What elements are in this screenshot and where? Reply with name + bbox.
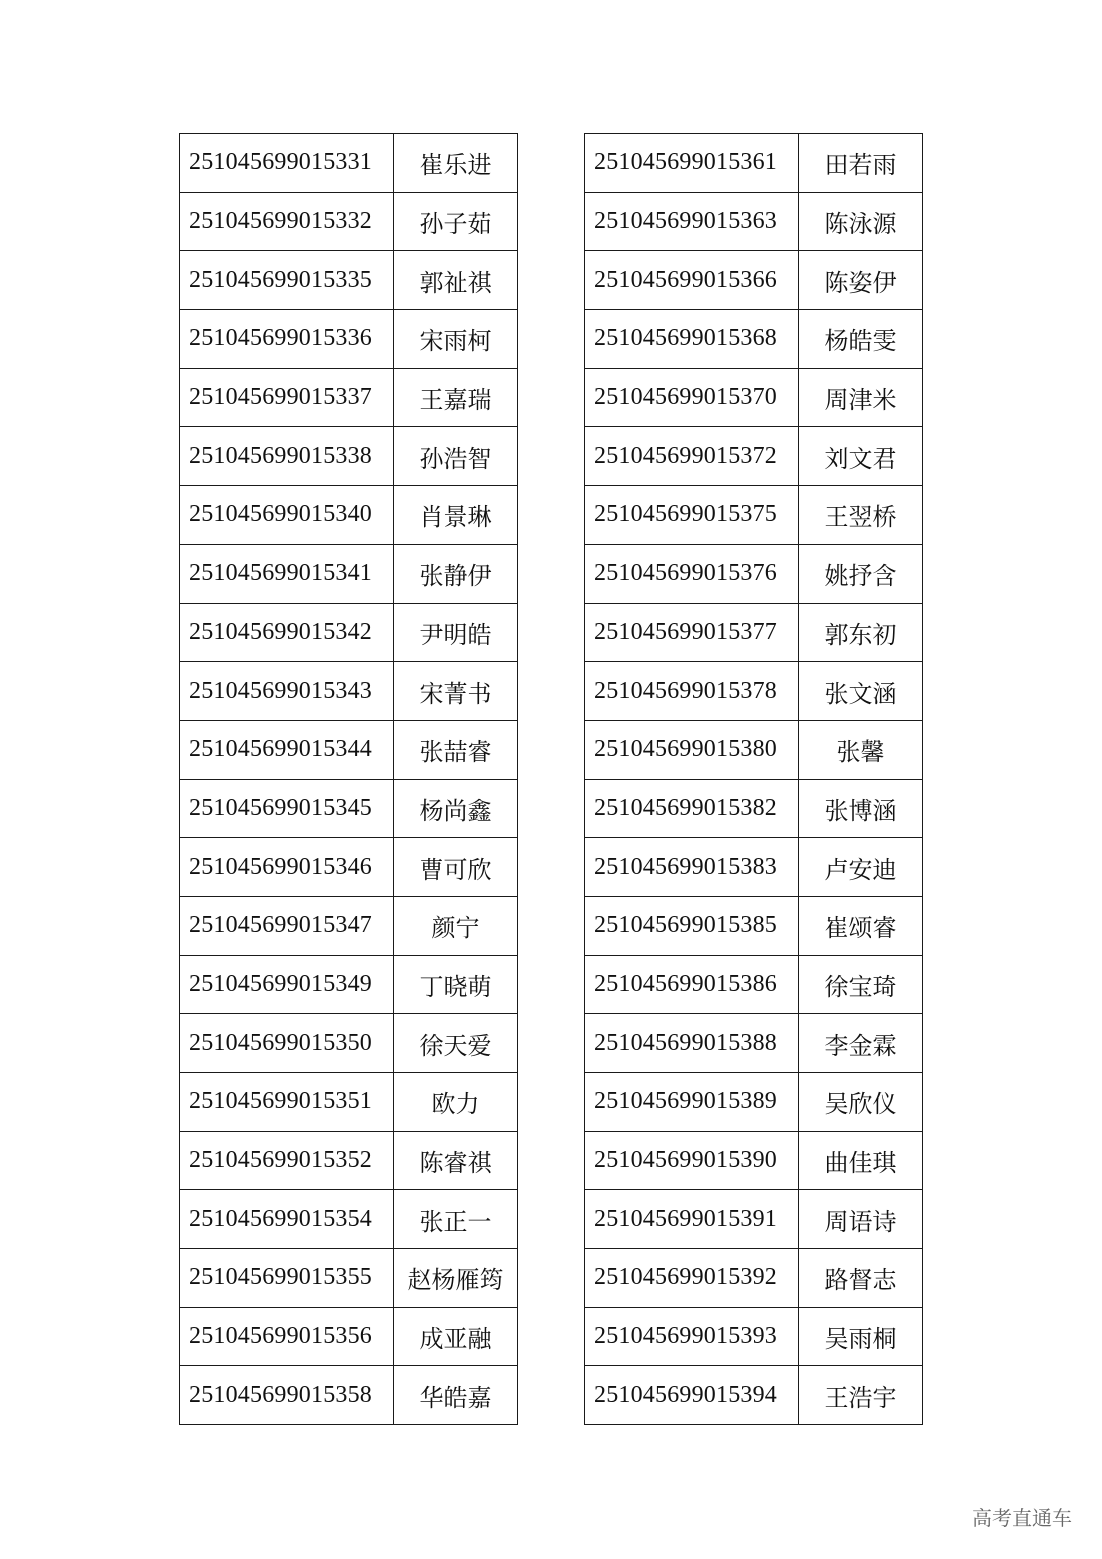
table-row — [585, 1014, 923, 1073]
student-name-cell: 张馨 — [799, 720, 923, 779]
student-name-cell: 徐天爱 — [394, 1014, 518, 1073]
table-row — [180, 955, 518, 1014]
table-row — [585, 662, 923, 721]
exam-id-cell: 251045699015347 — [180, 896, 394, 955]
student-name-cell: 王浩宇 — [799, 1366, 923, 1425]
exam-id-cell: 251045699015335 — [180, 251, 394, 310]
exam-id-cell: 251045699015383 — [585, 838, 799, 897]
student-name-cell: 丁晓萌 — [394, 955, 518, 1014]
exam-id-cell: 251045699015338 — [180, 427, 394, 486]
exam-id-cell: 251045699015382 — [585, 779, 799, 838]
student-name-cell: 成亚融 — [394, 1307, 518, 1366]
exam-id-cell: 251045699015393 — [585, 1307, 799, 1366]
student-name-cell: 刘文君 — [799, 427, 923, 486]
table-row — [585, 838, 923, 897]
table-row — [180, 1131, 518, 1190]
exam-id-cell: 251045699015354 — [180, 1190, 394, 1249]
table-row — [180, 779, 518, 838]
exam-id-cell: 251045699015368 — [585, 310, 799, 369]
table-row — [180, 1366, 518, 1425]
student-name-cell: 张静伊 — [394, 544, 518, 603]
exam-id-cell: 251045699015351 — [180, 1073, 394, 1132]
student-name-cell: 欧力 — [394, 1073, 518, 1132]
table-row — [180, 603, 518, 662]
table-row — [585, 1366, 923, 1425]
exam-id-cell: 251045699015332 — [180, 192, 394, 251]
student-name-cell: 杨皓雯 — [799, 310, 923, 369]
exam-id-cell: 251045699015389 — [585, 1073, 799, 1132]
student-name-cell: 张喆睿 — [394, 720, 518, 779]
table-row — [180, 1190, 518, 1249]
student-name-cell: 孙浩智 — [394, 427, 518, 486]
exam-id-cell: 251045699015356 — [180, 1307, 394, 1366]
exam-id-cell: 251045699015366 — [585, 251, 799, 310]
student-name-cell: 肖景琳 — [394, 486, 518, 545]
exam-id-cell: 251045699015390 — [585, 1131, 799, 1190]
table-row — [180, 1073, 518, 1132]
exam-id-cell: 251045699015385 — [585, 896, 799, 955]
table-row — [180, 838, 518, 897]
exam-id-cell: 251045699015350 — [180, 1014, 394, 1073]
student-name-cell: 田若雨 — [799, 134, 923, 193]
exam-id-cell: 251045699015342 — [180, 603, 394, 662]
table-row — [585, 896, 923, 955]
exam-id-cell: 251045699015336 — [180, 310, 394, 369]
table-row — [585, 1131, 923, 1190]
exam-id-cell: 251045699015358 — [180, 1366, 394, 1425]
left-roster-table — [179, 133, 518, 1425]
student-name-cell: 郭祉祺 — [394, 251, 518, 310]
exam-id-cell: 251045699015341 — [180, 544, 394, 603]
exam-id-cell: 251045699015388 — [585, 1014, 799, 1073]
exam-id-cell: 251045699015370 — [585, 368, 799, 427]
table-row — [180, 1014, 518, 1073]
table-row — [585, 368, 923, 427]
table-row — [585, 603, 923, 662]
table-row — [585, 192, 923, 251]
student-name-cell: 陈泳源 — [799, 192, 923, 251]
table-row — [585, 486, 923, 545]
student-name-cell: 路督志 — [799, 1249, 923, 1308]
exam-id-cell: 251045699015344 — [180, 720, 394, 779]
exam-id-cell: 251045699015331 — [180, 134, 394, 193]
exam-id-cell: 251045699015352 — [180, 1131, 394, 1190]
table-row — [180, 1307, 518, 1366]
table-row — [180, 896, 518, 955]
table-row — [180, 192, 518, 251]
exam-id-cell: 251045699015394 — [585, 1366, 799, 1425]
table-row — [585, 544, 923, 603]
exam-id-cell: 251045699015361 — [585, 134, 799, 193]
student-name-cell: 王翌桥 — [799, 486, 923, 545]
table-row — [585, 1307, 923, 1366]
exam-id-cell: 251045699015380 — [585, 720, 799, 779]
exam-id-cell: 251045699015386 — [585, 955, 799, 1014]
student-name-cell: 华皓嘉 — [394, 1366, 518, 1425]
exam-id-cell: 251045699015377 — [585, 603, 799, 662]
table-row — [585, 1190, 923, 1249]
table-row — [585, 251, 923, 310]
student-name-cell: 吴雨桐 — [799, 1307, 923, 1366]
table-row — [585, 427, 923, 486]
table-row — [180, 310, 518, 369]
exam-id-cell: 251045699015376 — [585, 544, 799, 603]
student-name-cell: 周津米 — [799, 368, 923, 427]
exam-id-cell: 251045699015349 — [180, 955, 394, 1014]
student-name-cell: 孙子茹 — [394, 192, 518, 251]
table-row — [180, 720, 518, 779]
table-row — [180, 1249, 518, 1308]
table-row — [585, 134, 923, 193]
table-row — [585, 1073, 923, 1132]
table-row — [180, 368, 518, 427]
student-name-cell: 尹明皓 — [394, 603, 518, 662]
exam-id-cell: 251045699015375 — [585, 486, 799, 545]
student-name-cell: 张文涵 — [799, 662, 923, 721]
student-name-cell: 卢安迪 — [799, 838, 923, 897]
student-name-cell: 李金霖 — [799, 1014, 923, 1073]
student-name-cell: 赵杨雁筠 — [394, 1249, 518, 1308]
exam-id-cell: 251045699015391 — [585, 1190, 799, 1249]
student-name-cell: 张正一 — [394, 1190, 518, 1249]
student-name-cell: 崔乐进 — [394, 134, 518, 193]
table-row — [585, 720, 923, 779]
student-name-cell: 周语诗 — [799, 1190, 923, 1249]
table-row — [180, 486, 518, 545]
student-name-cell: 陈睿祺 — [394, 1131, 518, 1190]
student-name-cell: 王嘉瑞 — [394, 368, 518, 427]
student-name-cell: 郭东初 — [799, 603, 923, 662]
student-name-cell: 陈姿伊 — [799, 251, 923, 310]
student-name-cell: 徐宝琦 — [799, 955, 923, 1014]
exam-id-cell: 251045699015378 — [585, 662, 799, 721]
exam-id-cell: 251045699015337 — [180, 368, 394, 427]
student-name-cell: 曲佳琪 — [799, 1131, 923, 1190]
student-name-cell: 张博涵 — [799, 779, 923, 838]
exam-id-cell: 251045699015340 — [180, 486, 394, 545]
table-row — [180, 427, 518, 486]
exam-id-cell: 251045699015345 — [180, 779, 394, 838]
table-row — [585, 955, 923, 1014]
exam-id-cell: 251045699015392 — [585, 1249, 799, 1308]
student-name-cell: 崔颂睿 — [799, 896, 923, 955]
student-name-cell: 宋雨柯 — [394, 310, 518, 369]
table-row — [180, 134, 518, 193]
student-name-cell: 颜宁 — [394, 896, 518, 955]
student-name-cell: 杨尚鑫 — [394, 779, 518, 838]
student-name-cell: 宋菁书 — [394, 662, 518, 721]
table-row — [180, 251, 518, 310]
exam-id-cell: 251045699015343 — [180, 662, 394, 721]
exam-id-cell: 251045699015346 — [180, 838, 394, 897]
exam-id-cell: 251045699015372 — [585, 427, 799, 486]
table-row — [180, 662, 518, 721]
table-row — [180, 544, 518, 603]
student-name-cell: 姚抒含 — [799, 544, 923, 603]
table-row — [585, 779, 923, 838]
table-row — [585, 1249, 923, 1308]
right-roster-table — [584, 133, 923, 1425]
table-row — [585, 310, 923, 369]
exam-id-cell: 251045699015355 — [180, 1249, 394, 1308]
exam-id-cell: 251045699015363 — [585, 192, 799, 251]
student-name-cell: 曹可欣 — [394, 838, 518, 897]
watermark: 高考直通车 — [972, 1506, 1072, 1530]
student-name-cell: 吴欣仪 — [799, 1073, 923, 1132]
